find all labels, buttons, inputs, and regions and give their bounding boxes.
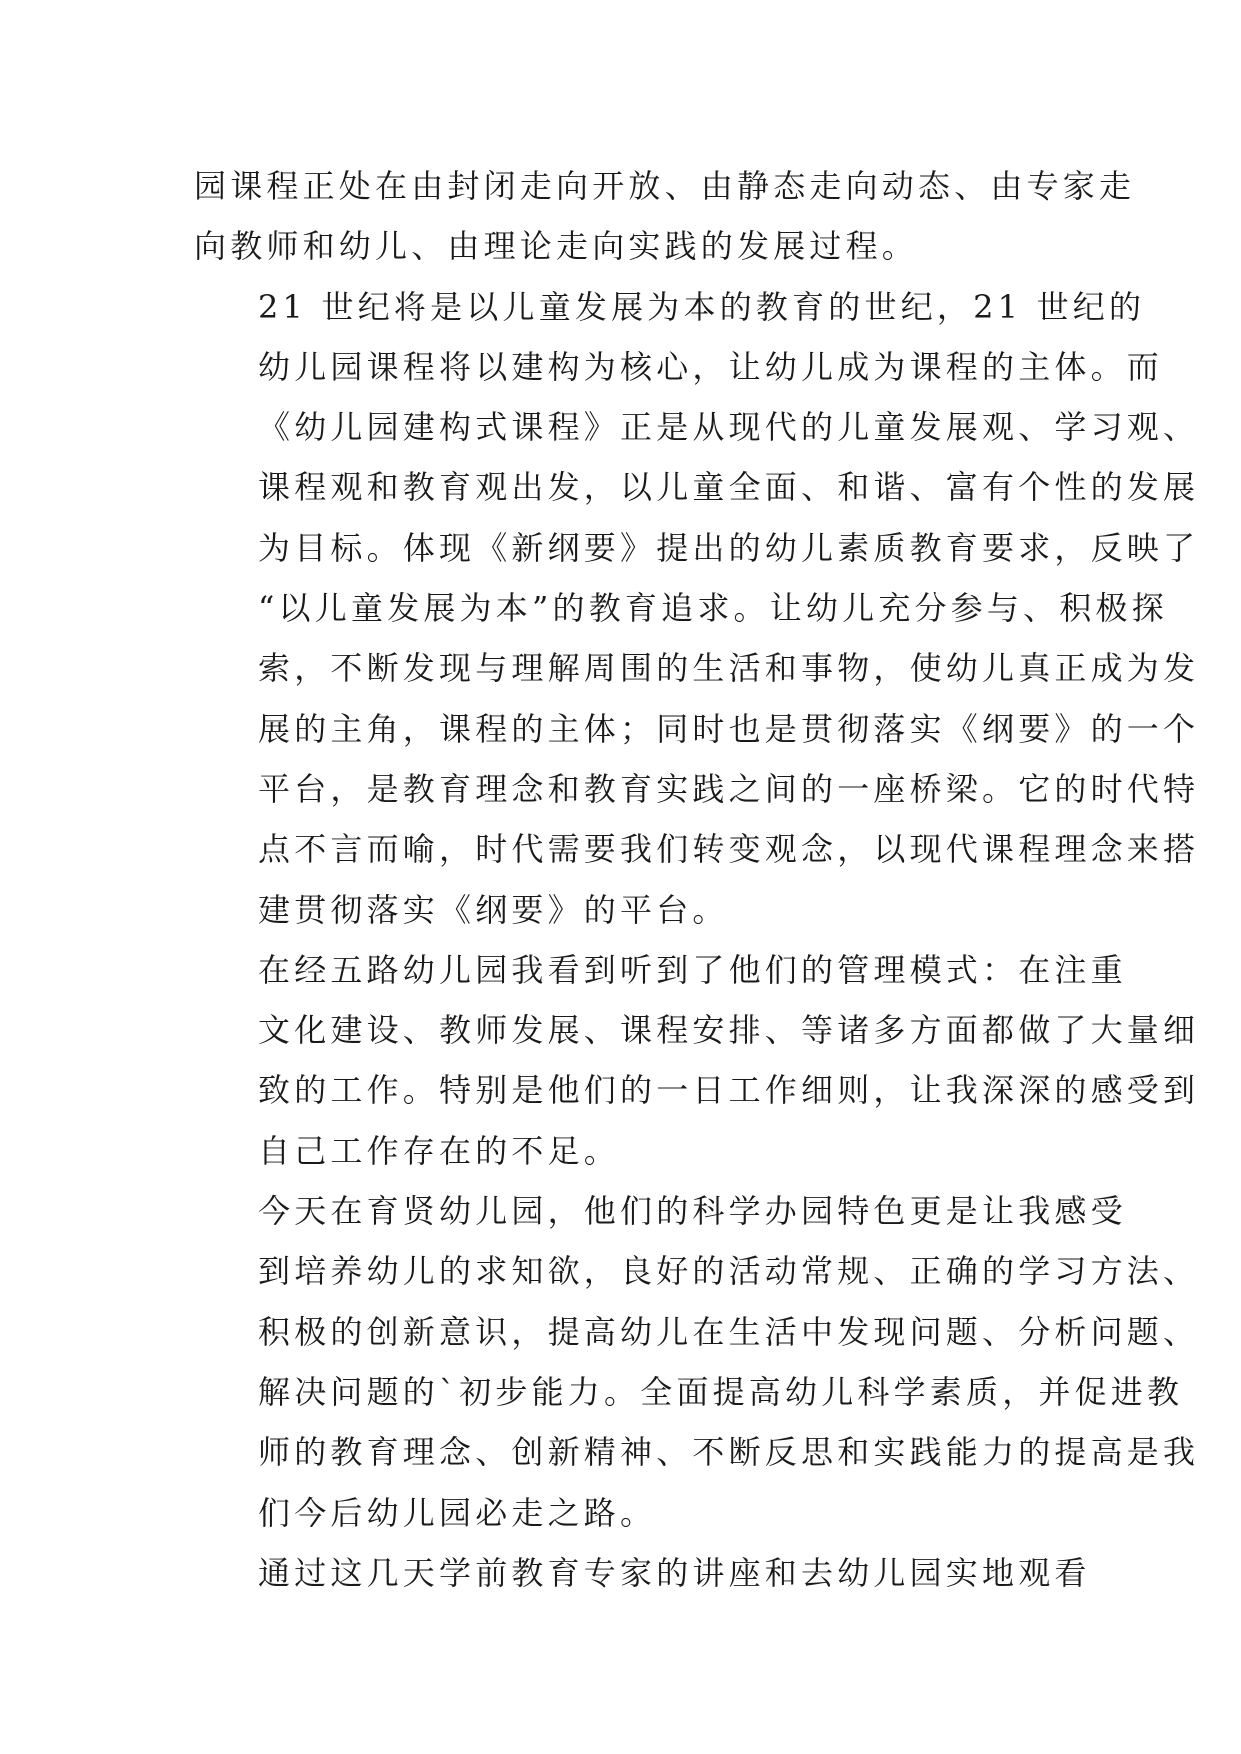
text-line: 课程观和教育观出发，以儿童全面、和谐、富有个性的发展 bbox=[258, 468, 1200, 507]
text-line: 向教师和幼儿、由理论走向实践的发展过程。 bbox=[194, 227, 919, 266]
paragraph bbox=[194, 1181, 1200, 1543]
text-line: 文化建设、教师发展、课程安排、等诸多方面都做了大量细 bbox=[258, 1011, 1200, 1050]
paragraph bbox=[194, 156, 1136, 277]
text-line: 幼儿园课程将以建构为核心，让幼儿成为课程的主体。而 bbox=[258, 347, 1164, 386]
text-line: 建贯彻落实《纲要》的平台。 bbox=[258, 890, 729, 929]
text-line: 通过这几天学前教育专家的讲座和去幼儿园实地观看 bbox=[258, 1553, 1091, 1592]
text-line: 园课程正处在由封闭走向开放、由静态走向动态、由专家走 bbox=[194, 167, 1136, 205]
paragraph bbox=[194, 1543, 1091, 1603]
text-line: 今天在育贤幼儿园，他们的科学办园特色更是让我感受 bbox=[258, 1192, 1127, 1231]
text-line: 自己工作存在的不足。 bbox=[258, 1131, 621, 1170]
text-line: 21 世纪将是以儿童发展为本的教育的世纪，21 世纪的 bbox=[258, 287, 1146, 326]
text-line: 索，不断发现与理解周围的生活和事物，使幼儿真正成为发 bbox=[258, 649, 1200, 688]
text-line: 师的教育理念、创新精神、不断反思和实践能力的提高是我 bbox=[258, 1433, 1200, 1472]
text-line: 们今后幼儿园必走之路。 bbox=[258, 1493, 657, 1532]
text-line: 为目标。体现《新纲要》提出的幼儿素质教育要求，反映了 bbox=[258, 528, 1200, 567]
text-line: 积极的创新意识，提高幼儿在生活中发现问题、分析问题、 bbox=[258, 1312, 1200, 1351]
text-line: 点不言而喻，时代需要我们转变观念，以现代课程理念来搭 bbox=[258, 830, 1200, 869]
text-line: 致的工作。特别是他们的一日工作细则，让我深深的感受到 bbox=[258, 1071, 1200, 1110]
text-line: 平台，是教育理念和教育实践之间的一座桥梁。它的时代特 bbox=[258, 769, 1200, 808]
text-line: 在经五路幼儿园我看到听到了他们的管理模式：在注重 bbox=[258, 950, 1127, 989]
text-line: “以儿童发展为本”的教育追求。让幼儿充分参与、积极探 bbox=[258, 589, 1168, 628]
text-line: 《幼儿园建构式课程》正是从现代的儿童发展观、学习观、 bbox=[258, 408, 1200, 447]
text-line: 解决问题的`初步能力。全面提高幼儿科学素质，并促进教 bbox=[258, 1372, 1184, 1411]
paragraph bbox=[194, 277, 1200, 940]
text-line: 展的主角，课程的主体；同时也是贯彻落实《纲要》的一个 bbox=[258, 709, 1200, 748]
paragraph bbox=[194, 940, 1200, 1181]
text-line: 到培养幼儿的求知欲，良好的活动常规、正确的学习方法、 bbox=[258, 1252, 1200, 1291]
body-text bbox=[194, 156, 1200, 1603]
